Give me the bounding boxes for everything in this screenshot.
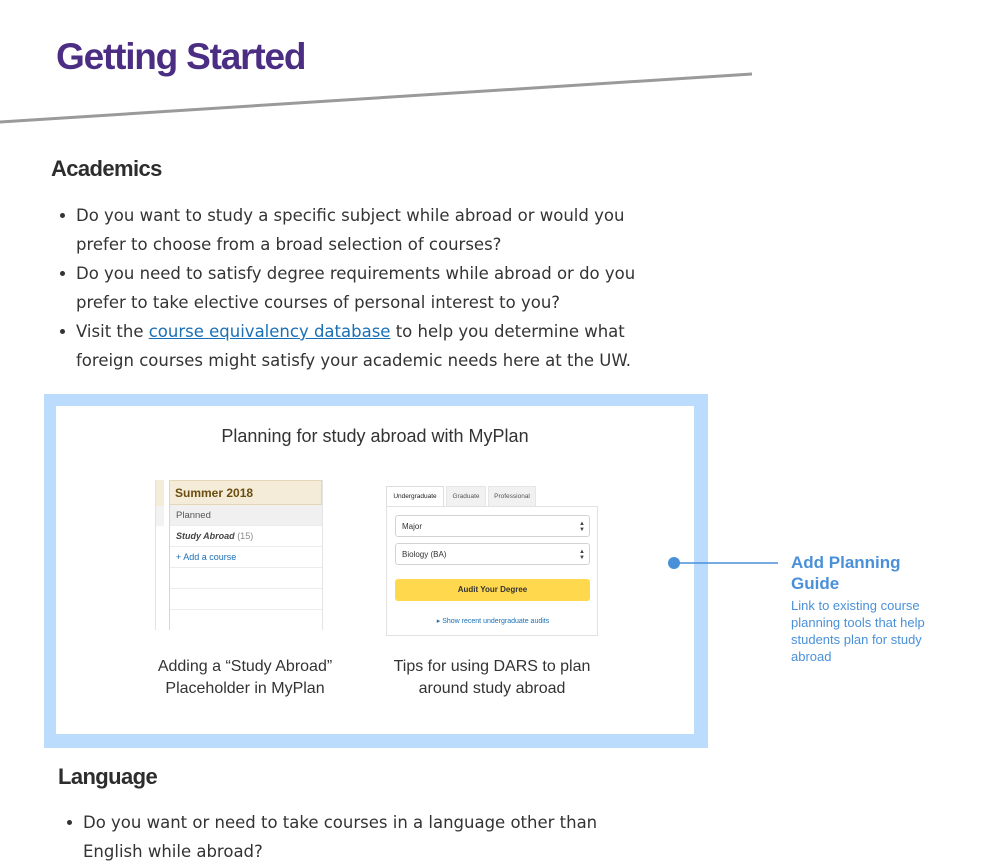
language-list (63, 808, 653, 866)
list-item: Do you want to study a specific subject while abroad or would you prefer to choose from a broad selection of courses? (56, 201, 676, 259)
visit-prefix: Visit the (76, 322, 149, 341)
myplan-caption[interactable]: Adding a “Study Abroad” Placeholder in MyPlan (157, 658, 333, 697)
visit-suffix: to help you determine what foreign courses might satisfy your academic needs here at the UW. (76, 322, 632, 370)
planning-title: Planning for study abroad with MyPlan (221, 426, 529, 446)
page-title: Getting Started (56, 36, 306, 77)
dars-caption[interactable]: Tips for using DARS to plan around study abroad (393, 658, 591, 697)
myplan-course-credits: (15) (237, 531, 254, 541)
list-item: Do you need to satisfy degree requirements while abroad or do you prefer to take elective courses of personal interest to you? (56, 259, 676, 317)
myplan-course-name: Study Abroad (176, 531, 235, 541)
annotation-dot-icon (668, 557, 680, 569)
select-arrows-icon: ▲ ▼ (579, 521, 585, 533)
tab-undergraduate[interactable]: Undergraduate (386, 486, 444, 506)
select-arrows-icon: ▲ ▼ (579, 549, 585, 561)
myplan-planned-label: Planned (170, 505, 322, 526)
myplan-add-course-link[interactable]: + Add a course (170, 547, 322, 568)
language-heading: Language (58, 764, 158, 789)
tab-professional[interactable]: Professional (488, 486, 536, 506)
list-item: Do you want or need to take courses in a language other than English while abroad? (63, 808, 653, 866)
myplan-term-title: Summer 2018 (170, 480, 322, 505)
recent-audits-link[interactable]: ▸ Show recent undergraduate audits (436, 618, 550, 625)
annotation-body: Link to existing course planning tools that help students plan for study abroad (791, 598, 925, 664)
program-value: Biology (BA) (402, 550, 447, 559)
tab-graduate[interactable]: Graduate (446, 486, 486, 506)
annotation-title: Add Planning Guide (791, 553, 901, 593)
program-type-value: Major (402, 522, 423, 531)
academics-heading: Academics (51, 156, 162, 181)
course-equivalency-link[interactable]: course equivalency database (148, 322, 391, 341)
audit-degree-button[interactable]: Audit Your Degree (395, 579, 590, 601)
